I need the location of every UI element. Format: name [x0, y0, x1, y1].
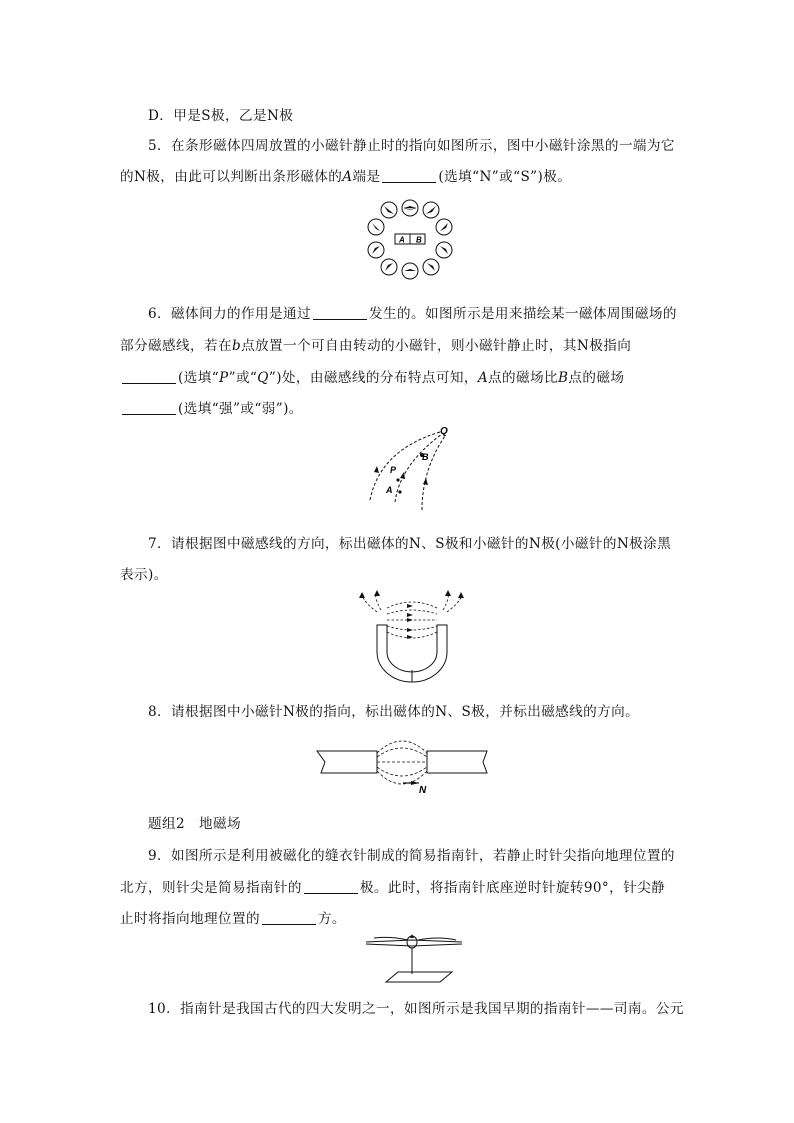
answer-blank [122, 382, 176, 384]
compass-n-label: N [419, 785, 427, 796]
q9-line-1: 9．如图所示是利用被磁化的缝衣针制成的简易指南针，若静止时针尖指向地理位置的 [148, 848, 675, 864]
q5-text: 的N极，由此可以判断出条形磁体的 [120, 169, 343, 185]
magnet-end-a-label: A [399, 235, 405, 245]
group-2-heading: 题组2 地磁场 [148, 816, 242, 832]
point-a-label: A [386, 485, 393, 495]
q5-text: (选填“N”或“S”)极。 [438, 169, 572, 185]
q9-line-3 [120, 907, 346, 927]
q9-figure-needle-compass [360, 928, 470, 988]
q8-figure-two-magnets [315, 735, 495, 800]
q6-text: 点的磁场 [568, 370, 625, 386]
q6-line-1 [148, 302, 677, 322]
q6-text: 点放置一个可自由转动的小磁针，则小磁针静止时，其N极指向 [241, 338, 632, 354]
q7-line-2: 表示)。 [120, 567, 168, 583]
q10-line-1: 10．指南针是我国古代的四大发明之一，如图所示是我国早期的指南针——司南。公元 [148, 1001, 684, 1017]
option-d: D．甲是S极，乙是N极 [148, 108, 294, 124]
q7-line-1: 7．请根据图中磁感线的方向，标出磁体的N、S极和小磁针的N极(小磁针的N极涂黑 [148, 536, 672, 552]
q6-text: 6．磁体间力的作用是通过 [148, 306, 311, 322]
q9-text: 止时将指向地理位置的 [120, 911, 260, 927]
answer-blank [313, 318, 367, 320]
q9-line-2 [120, 876, 665, 896]
q5-line-2 [120, 165, 571, 185]
q6-text: (选填“ [178, 370, 220, 386]
q6-figure-field-lines [360, 420, 460, 515]
point-p-label: P [390, 465, 397, 475]
q8-line-1: 8．请根据图中小磁针N极的指向，标出磁体的N、S极，并标出磁感线的方向。 [148, 704, 640, 720]
q5-figure-bar-magnet-compasses [360, 196, 460, 286]
q5-text: 端是 [352, 169, 381, 185]
magnet-end-b-label: B [416, 235, 422, 245]
q6-line-3 [120, 366, 624, 386]
q6-var-a: A [477, 370, 489, 386]
answer-blank [304, 892, 358, 894]
answer-blank [122, 413, 176, 415]
q6-line-4 [120, 397, 303, 417]
q6-text: 点的磁场比 [488, 370, 558, 386]
q9-text: 北方，则针尖是简易指南针的 [120, 880, 302, 896]
q6-line-2 [120, 334, 631, 354]
q6-text: 部分磁感线，若在 [120, 338, 232, 354]
q6-text: ”)处，由磁感线的分布特点可知， [268, 370, 478, 386]
q6-text: (选填“强”或“弱”)。 [178, 401, 303, 417]
q5-line-1: 5．在条形磁体四周放置的小磁针静止时的指向如图所示，图中小磁针涂黑的一端为它 [148, 138, 675, 154]
point-b-label: B [422, 452, 429, 462]
q6-var-p: P [219, 370, 229, 386]
q6-var-b2: B [558, 370, 569, 386]
answer-blank [382, 181, 436, 183]
q9-text: 极。此时，将指南针底座逆时针旋转90°，针尖静 [359, 880, 666, 896]
q6-text: 发生的。如图所示是用来描绘某一磁体周围磁场的 [368, 306, 677, 322]
point-q-label: Q [440, 426, 448, 437]
q5-var-a: A [342, 169, 353, 185]
q6-var-b: b [231, 338, 242, 354]
q6-text: ”或“ [228, 370, 258, 386]
q9-text: 方。 [317, 911, 346, 927]
answer-blank [262, 923, 316, 925]
q6-var-q: Q [257, 370, 269, 386]
q7-figure-u-magnet [355, 590, 470, 685]
